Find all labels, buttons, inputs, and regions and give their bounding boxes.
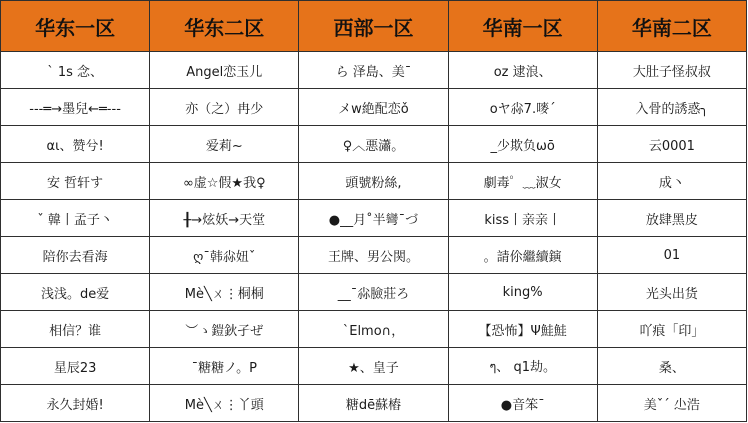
table-cell: ∞虚☆假★我♀ bbox=[150, 163, 299, 200]
table-row bbox=[1, 89, 747, 126]
table-cell: 星辰23 bbox=[1, 348, 150, 385]
table-cell: oz 逮浪、 bbox=[448, 52, 597, 89]
table-row bbox=[1, 200, 747, 237]
table-row bbox=[1, 52, 747, 89]
table-cell: 吖痕「印」 bbox=[597, 311, 746, 348]
table-cell: ˉ糖糖ノ。P bbox=[150, 348, 299, 385]
table-row bbox=[1, 126, 747, 163]
table-row bbox=[1, 274, 747, 311]
table-cell: 浅浅。de爱 bbox=[1, 274, 150, 311]
table-cell: ♀︿悪瀟。 bbox=[299, 126, 448, 163]
table-cell: 放肆黑皮 bbox=[597, 200, 746, 237]
table-cell: οヤ尛7.嘜ˊ bbox=[448, 89, 597, 126]
table-cell: Angel恋玉儿 bbox=[150, 52, 299, 89]
table-row bbox=[1, 163, 747, 200]
table-cell: 云0001 bbox=[597, 126, 746, 163]
table-cell: ︶ゝ鎧鈥孑ぜ bbox=[150, 311, 299, 348]
table-cell: kiss丨亲亲丨 bbox=[448, 200, 597, 237]
table-cell: king% bbox=[448, 274, 597, 311]
table-cell: 亦（之）冉少 bbox=[150, 89, 299, 126]
table-cell: 糖dē蘇樁 bbox=[299, 385, 448, 422]
table-cell: 01 bbox=[597, 237, 746, 274]
column-header-south-china-2: 华南二区 bbox=[597, 1, 746, 52]
table-cell: ๆ、 q1劫。 bbox=[448, 348, 597, 385]
table-cell: Мè╲ㄨ⋮丫頭 bbox=[150, 385, 299, 422]
table-cell: 安 哲轩す bbox=[1, 163, 150, 200]
table-cell: 劇毒゜﹏淑女 bbox=[448, 163, 597, 200]
column-header-south-china-1: 华南一区 bbox=[448, 1, 597, 52]
table-cell: 永久封婚! bbox=[1, 385, 150, 422]
table-cell: ╂→炫妖→天堂 bbox=[150, 200, 299, 237]
table-cell: ●__月˚半彎ˉづ bbox=[299, 200, 448, 237]
table-cell: ★、皇子 bbox=[299, 348, 448, 385]
table-cell: 成丶 bbox=[597, 163, 746, 200]
table-cell: Мè╲ㄨ⋮桐桐 bbox=[150, 274, 299, 311]
table-cell: __ˉ尛臉莊ろ bbox=[299, 274, 448, 311]
table-cell: 相信？谁 bbox=[1, 311, 150, 348]
table-cell: 美ˇˊ 尐浩 bbox=[597, 385, 746, 422]
table-cell: ღˉ韩尛妞ˇ bbox=[150, 237, 299, 274]
table-cell: 爱莉~ bbox=[150, 126, 299, 163]
table-row bbox=[1, 237, 747, 274]
table-cell: 陪你去看海 bbox=[1, 237, 150, 274]
column-header-east-china-1: 华东一区 bbox=[1, 1, 150, 52]
table-cell: 頭號粉絲, bbox=[299, 163, 448, 200]
table-row bbox=[1, 348, 747, 385]
table-cell: 。請伱繼續鏔 bbox=[448, 237, 597, 274]
table-row bbox=[1, 385, 747, 422]
table-cell: ら 泽島、美ˉ bbox=[299, 52, 448, 89]
table-cell: αι、赞兮! bbox=[1, 126, 150, 163]
table-row bbox=[1, 311, 747, 348]
table-cell: `Elmo∩， bbox=[299, 311, 448, 348]
table-cell: 桑、 bbox=[597, 348, 746, 385]
table-cell: _少欺负ωō bbox=[448, 126, 597, 163]
table-cell: 【恐怖】Ψ鮭鮭 bbox=[448, 311, 597, 348]
table-cell: ` 1s 念、 bbox=[1, 52, 150, 89]
table-cell: 王牌、男公関。 bbox=[299, 237, 448, 274]
table-cell: 光头出货 bbox=[597, 274, 746, 311]
table-cell: 大肚子怪叔叔 bbox=[597, 52, 746, 89]
column-header-west-1: 西部一区 bbox=[299, 1, 448, 52]
table-cell: ---═→墨兒←═--- bbox=[1, 89, 150, 126]
table-cell: 入骨的誘惑╮ bbox=[597, 89, 746, 126]
table-cell: ˇ 韓丨孟子丶 bbox=[1, 200, 150, 237]
table-cell: ●音笨ˉ bbox=[448, 385, 597, 422]
table-cell: メw絶配恋ǒ bbox=[299, 89, 448, 126]
column-header-east-china-2: 华东二区 bbox=[150, 1, 299, 52]
table-header-row bbox=[1, 1, 747, 52]
